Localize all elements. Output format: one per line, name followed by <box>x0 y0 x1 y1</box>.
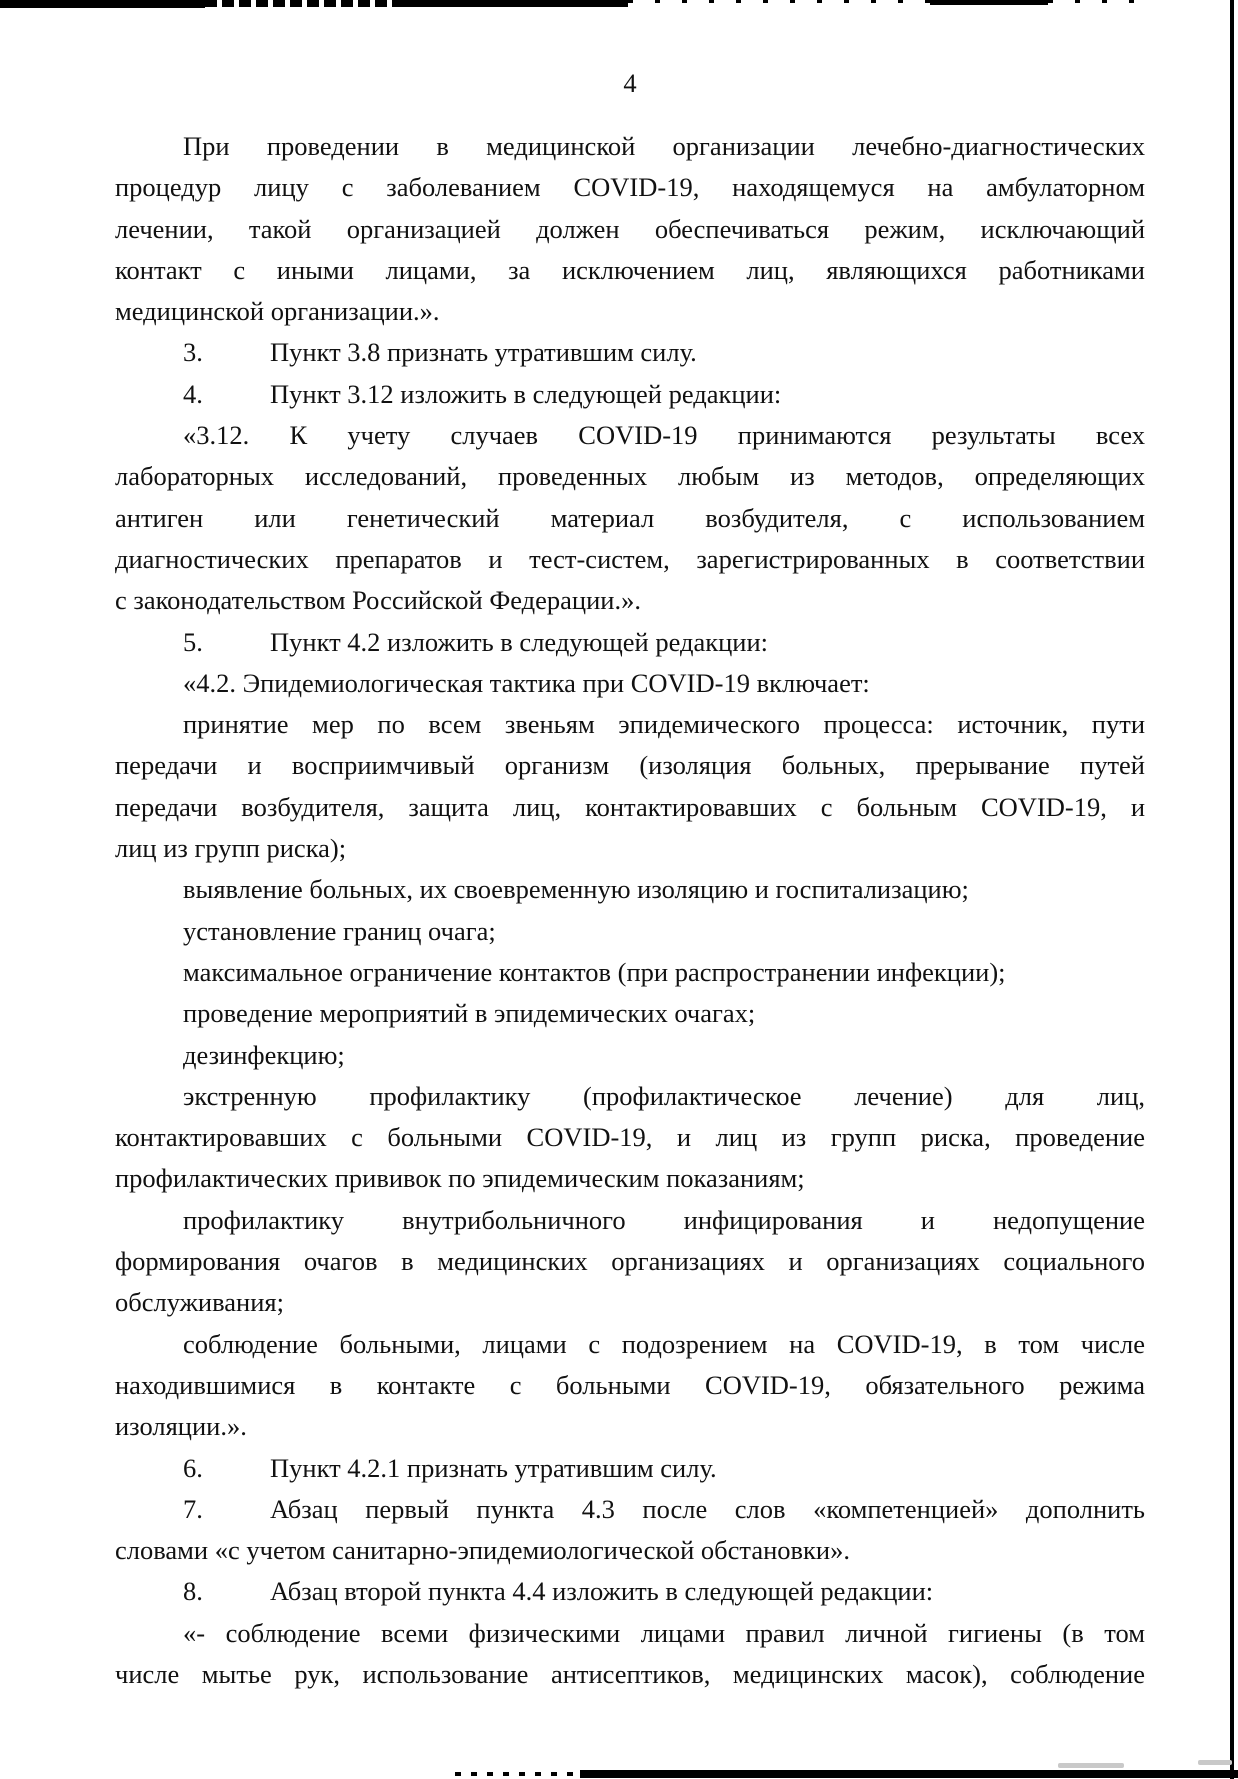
text-line: словами «с учетом санитарно-эпидемиологической обстановки». <box>115 1535 850 1566</box>
paragraph <box>115 332 1145 373</box>
text-line: медицинской организации.». <box>115 296 440 327</box>
item-number: 4. <box>183 378 203 409</box>
scan-artifact-top <box>1048 0 1145 3</box>
scan-artifact-top <box>628 0 930 3</box>
scan-artifact-bottom <box>580 1770 1238 1778</box>
text-line: формирования очагов в медицинских организациях и организациях социального <box>115 1246 1145 1277</box>
paragraph <box>115 1613 1145 1696</box>
text-line: 5. Пункт 4.2 изложить в следующей редакции: <box>115 622 1145 663</box>
scan-smudge <box>1198 1760 1232 1765</box>
document-body <box>115 126 1145 1695</box>
paragraph <box>115 622 1145 663</box>
scan-artifact-top <box>0 0 205 8</box>
text-line: контактировавших с больными COVID-19, и лиц из групп риска, проведение <box>115 1122 1145 1153</box>
text-line: 8. Абзац второй пункта 4.4 изложить в следующей редакции: <box>115 1571 1145 1612</box>
item-number: 7. <box>183 1493 203 1524</box>
text-line: 6. Пункт 4.2.1 признать утратившим силу. <box>115 1448 1145 1489</box>
paragraph <box>115 374 1145 415</box>
paragraph <box>115 704 1145 869</box>
text-line: находившимися в контакте с больными COVID-19, обязательного режима <box>115 1369 1145 1400</box>
paragraph <box>115 1448 1145 1489</box>
text-line: изоляции.». <box>115 1411 247 1442</box>
text-line: с законодательством Российской Федерации.». <box>115 585 641 616</box>
text-line: «4.2. Эпидемиологическая тактика при COVID-19 включает: <box>183 667 870 698</box>
text-line: принятие мер по всем звеньям эпидемического процесса: источник, пути <box>183 709 1145 740</box>
scan-artifact-top <box>930 0 1048 5</box>
text-line: передачи и восприимчивый организм (изоляция больных, прерывание путей <box>115 750 1145 781</box>
text-line: числе мытье рук, использование антисептиков, медицинских масок), соблюдение <box>115 1658 1145 1689</box>
item-number: 6. <box>183 1452 203 1483</box>
text-line: лечении, такой организацией должен обеспечиваться режим, исключающий <box>115 213 1145 244</box>
text-line: выявление больных, их своевременную изоляцию и госпитализацию; <box>183 874 969 905</box>
item-number: 8. <box>183 1576 203 1607</box>
page-number: 4 <box>623 68 637 98</box>
text-line: лабораторных исследований, проведенных любым из методов, определяющих <box>115 461 1145 492</box>
scan-artifact-top <box>205 0 400 7</box>
text-line: передачи возбудителя, защита лиц, контактировавших с больным COVID-19, и <box>115 791 1145 822</box>
paragraph <box>115 869 1145 910</box>
scan-smudge <box>1058 1763 1124 1768</box>
paragraph <box>115 952 1145 993</box>
scan-artifact-bottom <box>455 1772 580 1776</box>
item-number: 3. <box>183 337 203 368</box>
text-line: обслуживания; <box>115 1287 284 1318</box>
text-line: лиц из групп риска); <box>115 833 347 864</box>
paragraph <box>115 1200 1145 1324</box>
paragraph <box>115 1035 1145 1076</box>
text-line: экстренную профилактику (профилактическое лечение) для лиц, <box>183 1080 1145 1111</box>
text-line: 4. Пункт 3.12 изложить в следующей редакции: <box>115 374 1145 415</box>
text-line: 7. Абзац первый пункта 4.3 после слов «компетенцией» дополнить <box>115 1489 1145 1530</box>
text-line: соблюдение больными, лицами с подозрением на COVID-19, в том числе <box>183 1328 1145 1359</box>
text-line: проведение мероприятий в эпидемических очагах; <box>183 998 756 1029</box>
text-line: антиген или генетический материал возбудителя, с использованием <box>115 502 1145 533</box>
paragraph <box>115 1571 1145 1612</box>
paragraph <box>115 911 1145 952</box>
text-line: При проведении в медицинской организации лечебно-диагностических <box>183 131 1145 161</box>
paragraph <box>115 663 1145 704</box>
text-line: контакт с иными лицами, за исключением лиц, являющихся работниками <box>115 254 1145 285</box>
text-line: «- соблюдение всеми физическими лицами правил личной гигиены (в том <box>183 1617 1145 1648</box>
paragraph <box>115 1324 1145 1448</box>
paragraph <box>115 126 1145 332</box>
text-line: диагностических препаратов и тест-систем, зарегистрированных в соответствии <box>115 543 1145 574</box>
text-line: 3. Пункт 3.8 признать утратившим силу. <box>115 332 1145 373</box>
text-line: профилактических прививок по эпидемическим показаниям; <box>115 1163 805 1194</box>
paragraph <box>115 993 1145 1034</box>
paragraph <box>115 1489 1145 1572</box>
text-line: максимальное ограничение контактов (при распространении инфекции); <box>183 956 1006 987</box>
scan-artifact-right-edge <box>1230 0 1234 1779</box>
paragraph <box>115 415 1145 621</box>
text-line: установление границ очага; <box>183 915 496 946</box>
scan-artifact-top <box>400 0 628 7</box>
text-line: дезинфекцию; <box>183 1039 345 1070</box>
paragraph <box>115 1076 1145 1200</box>
item-number: 5. <box>183 626 203 657</box>
text-line: «3.12. К учету случаев COVID-19 принимаются результаты всех <box>183 420 1145 451</box>
text-line: профилактику внутрибольничного инфицирования и недопущение <box>183 1204 1145 1235</box>
text-line: процедур лицу с заболеванием COVID-19, находящемуся на амбулаторном <box>115 172 1145 203</box>
